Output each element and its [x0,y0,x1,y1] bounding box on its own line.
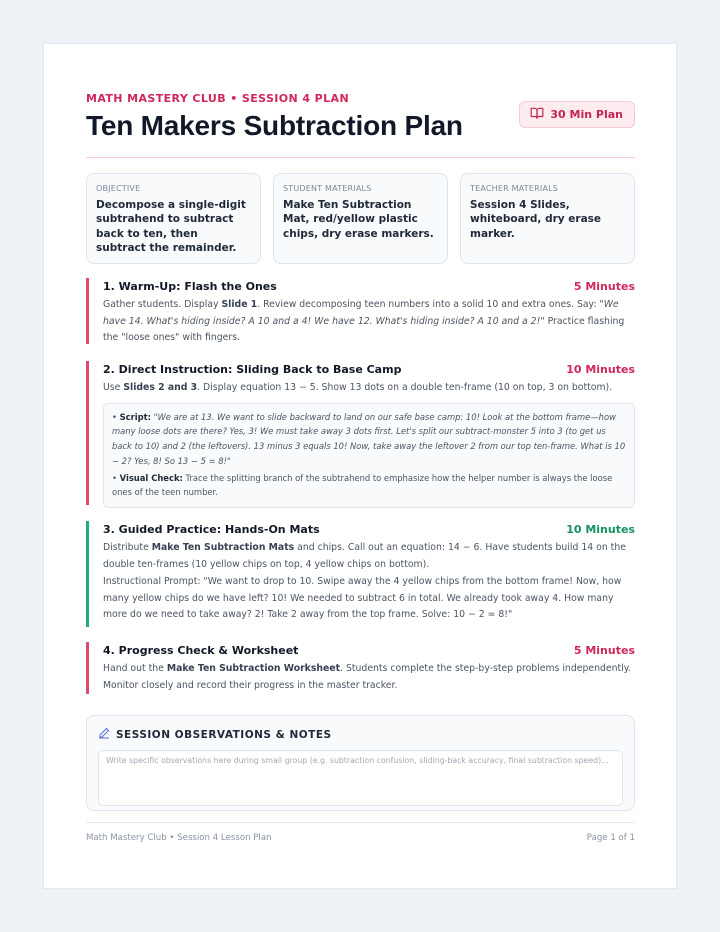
step-duration: 5 Minutes [573,643,635,657]
script-text: "We are at 13. We want to slide backward to land on our safe base camp: 10! Look at the bottom frame—how many loose dots are there? Yes, 3! We must take away 3 dots first. Let's split our subtract-monster 5 into 3 (to get us back to 10) and 2 (the leftovers). 13 minus 3 equals 10! Now, take away the leftover 2 from our top ten-frame. What is 10 − 2? Yes, 8! So 13 − 5 = 8!" [112,411,626,466]
text-run: . Review decomposing teen numbers into a solid 10 and extra ones. Say: [257,299,600,310]
header-divider [86,157,635,158]
step-duration: 10 Minutes [566,362,635,376]
page-title: Ten Makers Subtraction Plan [86,110,463,141]
step-paragraph [103,540,635,573]
notes-heading [98,727,623,742]
text-run: . Display equation 13 − 5. Show 13 dots on a double ten-frame (10 on top, 3 on bottom). [197,382,613,393]
text-run: Practice flashing the "loose ones" with fingers. [103,315,625,343]
info-cards [86,173,635,264]
card-text: Decompose a single-digit subtrahend to subtract back to ten, then subtract the remainder. [96,199,246,255]
step-direct-instruction [86,361,635,505]
text-bold: Make Ten Subtraction Worksheet [166,663,341,674]
text-bold: Make Ten Subtraction Mats [151,542,295,553]
step-description [103,297,635,347]
step-description [103,661,635,694]
session-notes-panel [86,715,635,811]
step-guided-practice [86,521,635,627]
card-label: STUDENT MATERIALS [283,184,372,193]
script-label: Script: [119,411,151,422]
step-warm-up [86,278,635,344]
badge-label: 30 Min Plan [550,108,623,121]
step-accent-bar [86,642,89,694]
step-header [103,361,635,377]
card-text: Make Ten Subtraction Mat, red/yellow plastic chips, dry erase markers. [283,199,434,240]
step-accent-bar [86,521,89,627]
student-materials-card [273,173,448,264]
step-title: 2. Direct Instruction: Sliding Back to Base Camp [103,362,402,376]
instructional-prompt: Instructional Prompt: "We want to drop to 10. Swipe away the 4 yellow chips from the bottom frame! Now, how many yellow chips do we have left? 10! We needed to subtract 6 in total. We already took away 4. How many more do we need to take away? 2! Take 2 away from the top frame. Solve: 10 − 2 = 8!" [103,576,622,620]
text-quote: "We have 14. What's hiding inside? A 10 and a 4! We have 12. What's hiding inside? A 10 and a 2!" [103,299,619,327]
text-bold: Slides 2 and 3 [123,382,198,393]
footer-divider [86,822,635,823]
footer-left: Math Mastery Club • Session 4 Lesson Plan [86,833,272,843]
step-header [103,521,635,537]
card-label: TEACHER MATERIALS [470,184,559,193]
card-label: OBJECTIVE [96,184,141,193]
step-duration: 10 Minutes [566,522,635,536]
notes-textarea[interactable]: Write specific observations here during small group (e.g. subtraction confusion, sliding-back accuracy, final subtraction speed)... [98,750,623,806]
step-description [103,380,635,397]
step-title: 4. Progress Check & Worksheet [103,643,299,657]
step-title: 1. Warm-Up: Flash the Ones [103,279,277,293]
text-run: and chips. Call out an equation: 14 − 6. Have students build 14 on the double ten-frames (10 yellow chips on top, 4 yellow chips on bottom). [103,542,626,570]
step-header [103,278,635,294]
notes-heading-label: SESSION OBSERVATIONS & NOTES [116,728,332,741]
text-run: Hand out the [103,663,167,674]
visual-check-text: Trace the splitting branch of the subtrahend to emphasize how the helper number is always the loose ones of the teen number. [112,472,613,498]
footer-page-number: Page 1 of 1 [586,833,635,843]
teacher-materials-card [460,173,635,264]
book-icon [530,106,544,123]
step-duration: 5 Minutes [573,279,635,293]
script-item: • Script: "We are at 13. We want to slide backward to land on our safe base camp: 10! Look at the bottom frame—how many loose dots are there? Yes, 3! We must take away 3 dots first. Let's split our subtract-monster 5 into 3 (to get us back to 10) and 2 (the leftovers). 13 minus 3 equals 10! Now, take away the leftover 2 from our top ten-frame. What is 10 − 2? Yes, 8! So 13 − 5 = 8!" [112,411,626,466]
step-progress-check [86,642,635,694]
card-text: Session 4 Slides, whiteboard, dry erase marker. [470,199,602,240]
step-accent-bar [86,361,89,505]
step-description [103,540,635,624]
eyebrow-label: MATH MASTERY CLUB • SESSION 4 PLAN [86,92,350,105]
pencil-icon [98,727,110,742]
teacher-script-box [103,403,635,509]
text-run: Use [103,382,124,393]
text-run: Gather students. Display [103,299,222,310]
visual-check-label: Visual Check: [119,472,183,483]
visual-check-item: • Visual Check: Trace the splitting branch of the subtrahend to emphasize how the helper number is always the loose ones of the teen number. [112,472,613,498]
lesson-plan-page [43,43,677,889]
text-run: Distribute [103,542,152,553]
text-run: . Students complete the step-by-step problems independently. Monitor closely and record their progress in the master tracker. [103,663,631,691]
text-bold: Slide 1 [221,299,258,310]
duration-badge [519,101,635,128]
step-header [103,642,635,658]
step-accent-bar [86,278,89,344]
objective-card [86,173,261,264]
step-title: 3. Guided Practice: Hands-On Mats [103,522,320,536]
